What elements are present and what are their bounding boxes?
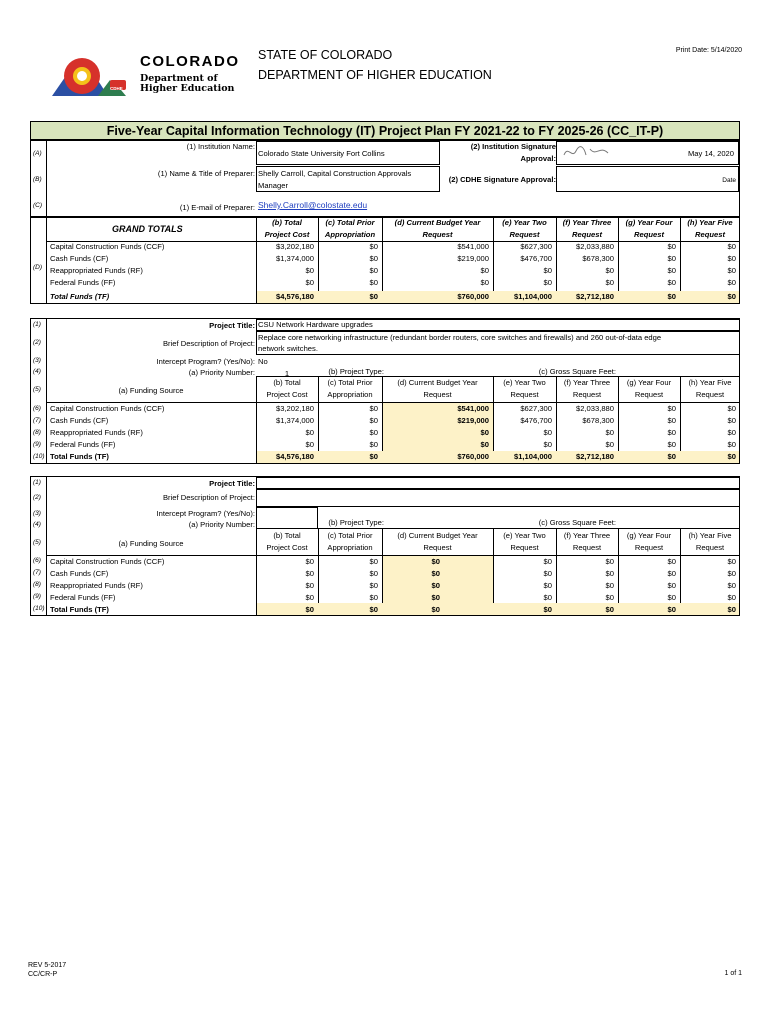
- p1-desc-line1: Replace core networking infrastructure (redundant border routers, core switches and firewalls) and 260 out-of-data edge: [258, 333, 662, 342]
- gt-row-label: Federal Funds (FF): [50, 278, 116, 287]
- p1-cell-c: $0: [369, 452, 378, 461]
- grand-totals-heading: GRAND TOTALS: [112, 224, 183, 234]
- gt-row-label: Reappropriated Funds (RF): [50, 266, 143, 275]
- gt-col-h-header: (h) Year Five: [687, 218, 733, 227]
- department-heading: DEPARTMENT OF HIGHER EDUCATION: [258, 68, 492, 82]
- p2-cell-g[interactable]: $0: [667, 593, 676, 602]
- cdhe-signature-field[interactable]: [556, 166, 739, 192]
- p1-cell-b[interactable]: $1,374,000: [275, 416, 314, 425]
- gt-cell-b: $4,576,180: [275, 292, 314, 301]
- p2-col-f-header: (f) Year Three: [563, 531, 611, 540]
- gt-col-f-header: (f) Year Three: [562, 218, 612, 227]
- p1-marker: (8): [33, 429, 41, 436]
- p1-cell-d[interactable]: $0: [480, 428, 489, 437]
- p2-cell-c[interactable]: $0: [369, 593, 378, 602]
- p2-row-label: Cash Funds (CF): [50, 569, 109, 578]
- p2-cell-d[interactable]: $0: [431, 557, 440, 566]
- institution-value: Colorado State University Fort Collins: [258, 149, 385, 158]
- p1-cell-h[interactable]: $0: [727, 416, 736, 425]
- p1-cell-f[interactable]: $0: [605, 428, 614, 437]
- gt-col-c-sub: Appropriation: [324, 230, 376, 239]
- p1-cell-d[interactable]: $541,000: [457, 404, 489, 413]
- p1-col-g-header: (g) Year Four: [626, 378, 672, 387]
- p2-row-label: Total Funds (TF): [50, 605, 109, 614]
- p1-marker: (9): [33, 441, 41, 448]
- institution-signature-approval-label: Approval:: [520, 154, 556, 163]
- p2-cell-g: $0: [667, 605, 676, 614]
- p2-cell-g[interactable]: $0: [667, 557, 676, 566]
- p1-marker: (10): [33, 453, 45, 460]
- footer-page-number: 1 of 1: [724, 970, 742, 977]
- gt-col-c-header: (c) Total Prior: [325, 218, 375, 227]
- signature-scribble-icon: [562, 143, 612, 161]
- p2-col-f-sub: Request: [572, 543, 602, 552]
- p2-intercept-priority-field[interactable]: [256, 507, 318, 529]
- p1-row-label: Capital Construction Funds (CCF): [50, 404, 165, 413]
- gt-cell-c: $0: [369, 292, 378, 301]
- p1-row-label: Total Funds (TF): [50, 452, 109, 461]
- gt-cell-h: $0: [727, 254, 736, 263]
- p2-marker: (1): [33, 479, 41, 486]
- institution-signature-date: May 14, 2020: [687, 149, 734, 158]
- gt-cell-f: $2,033,880: [575, 242, 614, 251]
- p2-funding-source-header: (a) Funding Source: [118, 539, 184, 548]
- p1-cell-d: $760,000: [457, 452, 489, 461]
- p2-cell-c: $0: [369, 605, 378, 614]
- p2-marker: (3): [33, 510, 41, 517]
- preparer-value-line2: Manager: [258, 181, 288, 190]
- p1-cell-e: $1,104,000: [513, 452, 552, 461]
- p2-col-d-sub: Request: [423, 543, 452, 552]
- p1-col-f-header: (f) Year Three: [563, 378, 611, 387]
- gt-cell-g: $0: [667, 292, 676, 301]
- p2-cell-h[interactable]: $0: [727, 581, 736, 590]
- gt-cell-h: $0: [727, 278, 736, 287]
- form-title: Five-Year Capital Information Technology (IT) Project Plan FY 2021-22 to FY 2025-26 (CC_IT-P): [30, 121, 740, 140]
- gt-cell-g: $0: [667, 266, 676, 275]
- gt-col-b-header: (b) Total: [272, 218, 302, 227]
- p2-cell-g[interactable]: $0: [667, 581, 676, 590]
- p2-row-label: Federal Funds (FF): [50, 593, 116, 602]
- p1-col-h-sub: Request: [695, 390, 725, 399]
- p1-col-e-header: (e) Year Two: [503, 378, 546, 387]
- p1-cell-g[interactable]: $0: [667, 416, 676, 425]
- p2-intercept-label: Intercept Program? (Yes/No):: [156, 509, 255, 518]
- p2-cell-b[interactable]: $0: [305, 557, 314, 566]
- p1-desc-line2: network switches.: [258, 344, 318, 353]
- p1-cell-g: $0: [667, 452, 676, 461]
- gt-cell-h: $0: [727, 292, 736, 301]
- gt-cell-b: $1,374,000: [275, 254, 314, 263]
- gt-col-e-header: (e) Year Two: [502, 218, 547, 227]
- p2-col-e-sub: Request: [510, 543, 539, 552]
- gt-cell-f: $0: [605, 278, 614, 287]
- p1-intercept-value[interactable]: No: [258, 357, 268, 366]
- p2-cell-e[interactable]: $0: [543, 593, 552, 602]
- p1-cell-f[interactable]: $678,300: [582, 416, 614, 425]
- p1-gsf-label: (c) Gross Square Feet:: [538, 367, 616, 376]
- p1-cell-d[interactable]: $0: [480, 440, 489, 449]
- p2-cell-e: $0: [543, 605, 552, 614]
- p1-marker: (6): [33, 405, 41, 412]
- gt-cell-g: $0: [667, 242, 676, 251]
- p2-cell-b: $0: [305, 605, 314, 614]
- p2-priority-label: (a) Priority Number:: [188, 520, 255, 529]
- preparer-label: (1) Name & Title of Preparer:: [157, 169, 255, 178]
- gt-cell-d: $541,000: [457, 242, 489, 251]
- p1-col-g-sub: Request: [634, 390, 664, 399]
- p1-cell-g[interactable]: $0: [667, 428, 676, 437]
- p2-cell-e[interactable]: $0: [543, 557, 552, 566]
- p2-desc-label: Brief Description of Project:: [162, 493, 255, 502]
- p1-marker: (2): [33, 339, 41, 346]
- marker-d: (D): [33, 264, 43, 271]
- p2-col-b-header: (b) Total: [273, 531, 301, 540]
- gt-col-g-sub: Request: [634, 230, 664, 239]
- gt-cell-h: $0: [727, 242, 736, 251]
- p2-cell-b[interactable]: $0: [305, 581, 314, 590]
- gt-cell-g: $0: [667, 254, 676, 263]
- logo-badge: CDHE: [110, 86, 123, 91]
- p2-col-h-header: (h) Year Five: [688, 531, 732, 540]
- p1-col-b-header: (b) Total: [273, 378, 301, 387]
- p2-marker: (2): [33, 494, 41, 501]
- p1-cell-c[interactable]: $0: [369, 428, 378, 437]
- gt-row-label: Cash Funds (CF): [50, 254, 109, 263]
- footer-revision: [28, 961, 66, 979]
- p2-cell-h: $0: [727, 605, 736, 614]
- p1-cell-h[interactable]: $0: [727, 428, 736, 437]
- p2-cell-c[interactable]: $0: [369, 569, 378, 578]
- p2-cell-e[interactable]: $0: [543, 569, 552, 578]
- gt-col-d-header: (d) Current Budget Year: [394, 218, 481, 227]
- p2-cell-f[interactable]: $0: [605, 557, 614, 566]
- gt-col-g-header: (g) Year Four: [625, 218, 673, 227]
- gt-cell-c: $0: [369, 254, 378, 263]
- p2-cell-e[interactable]: $0: [543, 581, 552, 590]
- p2-cell-d[interactable]: $0: [431, 581, 440, 590]
- p1-cell-f[interactable]: $0: [605, 440, 614, 449]
- p2-col-c-sub: Appropriation: [327, 543, 373, 552]
- p1-row-label: Cash Funds (CF): [50, 416, 109, 425]
- p2-marker: (4): [33, 521, 41, 528]
- p2-marker: (5): [33, 539, 41, 546]
- footer-rev: REV 5-2017: [28, 962, 67, 969]
- print-date: Print Date: 5/14/2020: [675, 47, 742, 54]
- gt-cell-g: $0: [667, 278, 676, 287]
- p2-title-label: Project Title:: [209, 479, 255, 488]
- p1-cell-g[interactable]: $0: [667, 440, 676, 449]
- p1-cell-b[interactable]: $0: [305, 440, 314, 449]
- p1-marker: (4): [33, 368, 41, 375]
- p1-cell-f: $2,712,180: [575, 452, 614, 461]
- p1-cell-b[interactable]: $0: [305, 428, 314, 437]
- p2-desc-field[interactable]: [256, 489, 740, 507]
- gt-cell-c: $0: [369, 242, 378, 251]
- p1-col-d-sub: Request: [423, 390, 452, 399]
- gt-cell-c: $0: [369, 278, 378, 287]
- p2-row-label: Capital Construction Funds (CCF): [50, 557, 165, 566]
- gt-col-b-sub: Project Cost: [264, 230, 310, 239]
- gt-cell-h: $0: [727, 266, 736, 275]
- p2-col-d-header: (d) Current Budget Year: [397, 531, 478, 540]
- p2-col-e-header: (e) Year Two: [503, 531, 546, 540]
- p1-desc-label: Brief Description of Project:: [162, 339, 255, 348]
- gt-row-label: Capital Construction Funds (CCF): [50, 242, 165, 251]
- p1-cell-b[interactable]: $3,202,180: [275, 404, 314, 413]
- p2-col-c-header: (c) Total Prior: [327, 531, 373, 540]
- p2-marker: (6): [33, 557, 41, 564]
- gt-cell-f: $0: [605, 266, 614, 275]
- p2-marker: (9): [33, 593, 41, 600]
- p1-col-c-header: (c) Total Prior: [327, 378, 373, 387]
- cdhe-logo: [48, 50, 248, 102]
- p1-col-d-header: (d) Current Budget Year: [397, 378, 478, 387]
- p2-cell-c[interactable]: $0: [369, 581, 378, 590]
- gt-cell-c: $0: [369, 266, 378, 275]
- p1-funding-source-header: (a) Funding Source: [118, 386, 184, 395]
- p1-cell-c[interactable]: $0: [369, 416, 378, 425]
- p1-cell-e[interactable]: $476,700: [520, 416, 552, 425]
- p2-title-field[interactable]: [256, 477, 740, 489]
- gt-col-d-sub: Request: [422, 230, 453, 239]
- p2-cell-h[interactable]: $0: [727, 593, 736, 602]
- p1-marker: (3): [33, 357, 41, 364]
- p2-cell-h[interactable]: $0: [727, 557, 736, 566]
- p1-intercept-label: Intercept Program? (Yes/No):: [156, 357, 255, 366]
- p1-row-label: Federal Funds (FF): [50, 440, 116, 449]
- gt-cell-d: $0: [480, 278, 489, 287]
- gt-cell-f: $2,712,180: [575, 292, 614, 301]
- p1-col-h-header: (h) Year Five: [688, 378, 732, 387]
- p1-marker: (1): [33, 321, 41, 328]
- institution-signature-label: (2) Institution Signature: [470, 142, 556, 151]
- p2-cell-d[interactable]: $0: [431, 593, 440, 602]
- gt-cell-d: $219,000: [457, 254, 489, 263]
- p2-cell-f[interactable]: $0: [605, 569, 614, 578]
- p1-cell-h: $0: [727, 452, 736, 461]
- gt-cell-b: $0: [305, 278, 314, 287]
- colorado-c-logo-icon: [48, 50, 138, 102]
- gt-cell-d: $760,000: [457, 292, 489, 301]
- p2-cell-d: $0: [431, 605, 440, 614]
- p1-marker: (5): [33, 386, 41, 393]
- gt-row-label: Total Funds (TF): [50, 292, 110, 301]
- state-heading: STATE OF COLORADO: [258, 48, 393, 62]
- footer-code: CC/CR-P: [28, 971, 58, 978]
- gt-cell-d: $0: [480, 266, 489, 275]
- email-link[interactable]: Shelly.Carroll@colostate.edu: [258, 200, 368, 210]
- p2-type-label: (b) Project Type:: [328, 518, 384, 527]
- p1-cell-e[interactable]: $0: [543, 428, 552, 437]
- gt-col-f-sub: Request: [572, 230, 602, 239]
- p2-marker: (7): [33, 569, 41, 576]
- gt-cell-b: $3,202,180: [275, 242, 314, 251]
- p2-col-b-sub: Project Cost: [266, 543, 308, 552]
- p1-cell-d[interactable]: $219,000: [457, 416, 489, 425]
- p1-cell-c[interactable]: $0: [369, 404, 378, 413]
- p1-cell-f[interactable]: $2,033,880: [575, 404, 614, 413]
- p2-cell-b[interactable]: $0: [305, 593, 314, 602]
- p2-cell-c[interactable]: $0: [369, 557, 378, 566]
- p2-col-h-sub: Request: [695, 543, 725, 552]
- p1-type-label: (b) Project Type:: [328, 367, 384, 376]
- logo-dept-line2: Higher Education: [140, 83, 235, 94]
- gt-cell-e: $0: [543, 278, 552, 287]
- p2-row-label: Reappropriated Funds (RF): [50, 581, 143, 590]
- cdhe-signature-label: (2) CDHE Signature Approval:: [448, 175, 556, 184]
- p1-marker: (7): [33, 417, 41, 424]
- p2-cell-h[interactable]: $0: [727, 569, 736, 578]
- gt-cell-e: $1,104,000: [513, 292, 552, 301]
- p2-gsf-label: (c) Gross Square Feet:: [538, 518, 616, 527]
- p2-col-g-sub: Request: [634, 543, 664, 552]
- p1-col-b-sub: Project Cost: [266, 390, 308, 399]
- gt-cell-f: $678,300: [582, 254, 614, 263]
- p1-title-value: CSU Network Hardware upgrades: [258, 320, 373, 329]
- marker-a: (A): [33, 150, 42, 157]
- p1-title-label: Project Title:: [209, 321, 255, 330]
- p1-cell-g[interactable]: $0: [667, 404, 676, 413]
- cdhe-date-label: Date: [722, 177, 736, 184]
- p1-col-e-sub: Request: [510, 390, 539, 399]
- logo-department: [140, 74, 234, 94]
- logo-dept-line1: Department of: [140, 73, 218, 84]
- p2-cell-g[interactable]: $0: [667, 569, 676, 578]
- institution-label: (1) Institution Name:: [186, 142, 255, 151]
- p2-cell-d[interactable]: $0: [431, 569, 440, 578]
- p1-cell-e[interactable]: $627,300: [520, 404, 552, 413]
- p2-cell-f[interactable]: $0: [605, 581, 614, 590]
- p1-priority-value[interactable]: 1: [284, 369, 290, 378]
- gt-col-h-sub: Request: [695, 230, 725, 239]
- p2-cell-f[interactable]: $0: [605, 593, 614, 602]
- p1-cell-b: $4,576,180: [275, 452, 314, 461]
- p1-col-c-sub: Appropriation: [327, 390, 373, 399]
- p2-marker: (8): [33, 581, 41, 588]
- p2-marker: (10): [33, 605, 45, 612]
- p2-cell-b[interactable]: $0: [305, 569, 314, 578]
- preparer-value-line1: Shelly Carroll, Capital Construction Approvals: [258, 169, 412, 178]
- gt-cell-b: $0: [305, 266, 314, 275]
- p1-cell-e[interactable]: $0: [543, 440, 552, 449]
- p1-col-f-sub: Request: [572, 390, 602, 399]
- p1-cell-h[interactable]: $0: [727, 440, 736, 449]
- email-label: (1) E-mail of Preparer:: [179, 203, 255, 212]
- p1-cell-h[interactable]: $0: [727, 404, 736, 413]
- p1-row-label: Reappropriated Funds (RF): [50, 428, 143, 437]
- p1-cell-c[interactable]: $0: [369, 440, 378, 449]
- logo-wordmark: COLORADO: [140, 53, 240, 70]
- gt-cell-e: $476,700: [520, 254, 552, 263]
- marker-b: (B): [33, 176, 42, 183]
- gt-col-e-sub: Request: [509, 230, 540, 239]
- gt-cell-e: $0: [543, 266, 552, 275]
- p2-cell-f: $0: [605, 605, 614, 614]
- marker-c: (C): [33, 202, 43, 209]
- p2-col-g-header: (g) Year Four: [626, 531, 672, 540]
- p1-priority-label: (a) Priority Number:: [188, 368, 255, 377]
- gt-cell-e: $627,300: [520, 242, 552, 251]
